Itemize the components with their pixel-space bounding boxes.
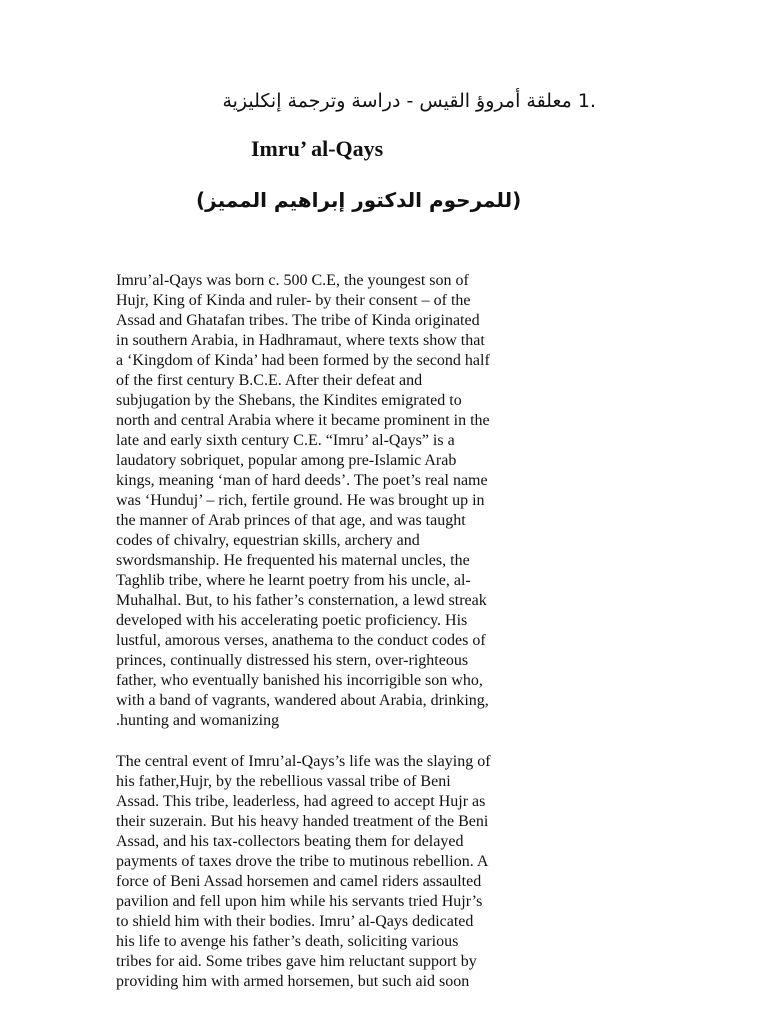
paragraph-line: The central event of Imru’al-Qays’s life was the slaying of (116, 753, 491, 770)
paragraph-1 (116, 271, 536, 731)
paragraph-line: swordsmanship. He frequented his maternal uncles, the (116, 552, 470, 569)
paragraph-line: Assad and Ghatafan tribes. The tribe of Kinda originated (116, 312, 480, 329)
paragraph-line: with a band of vagrants, wandered about Arabia, drinking, (116, 692, 489, 709)
paragraph-line: in southern Arabia, in Hadhramaut, where texts show that (116, 332, 485, 349)
paragraph-line: was ‘Hunduj’ – rich, fertile ground. He was brought up in (116, 492, 485, 509)
paragraph-line: the manner of Arab princes of that age, and was taught (116, 512, 466, 529)
paragraph-line: subjugation by the Shebans, the Kindites emigrated to (116, 392, 462, 409)
paragraph-line: late and early sixth century C.E. “Imru’ al-Qays” is a (116, 432, 455, 449)
paragraph-line: .hunting and womanizing (116, 712, 280, 729)
paragraph-line: to shield him with their bodies. Imru’ al-Qays dedicated (116, 913, 474, 930)
paragraph-line: lustful, amorous verses, anathema to the conduct codes of (116, 632, 486, 649)
paragraph-line: providing him with armed horsemen, but such aid soon (116, 973, 470, 990)
paragraph-line: of the first century B.C.E. After their defeat and (116, 372, 423, 389)
paragraph-line: Taghlib tribe, where he learnt poetry from his uncle, al- (116, 572, 471, 589)
arabic-heading: .1 معلقة أمروؤ القيس - دراسة وترجمة إنكليزية (222, 90, 596, 112)
paragraph-line: Hujr, King of Kinda and ruler- by their consent – of the (116, 292, 471, 309)
paragraph-line: Assad, and his tax-collectors beating them for delayed (116, 833, 464, 850)
page-title: Imru’ al-Qays (251, 136, 384, 161)
paragraph-line: their suzerain. But his heavy handed treatment of the Beni (116, 813, 489, 830)
paragraph-line: Muhalhal. But, to his father’s consternation, a lewd streak (116, 592, 487, 609)
paragraph-line: tribes for aid. Some tribes gave him reluctant support by (116, 953, 477, 970)
paragraph-line: his father,Hujr, by the rebellious vassal tribe of Beni (116, 773, 451, 790)
paragraph-line: father, who eventually banished his incorrigible son who, (116, 672, 483, 689)
paragraph-2 (116, 752, 536, 992)
paragraph-line: his life to avenge his father’s death, soliciting various (116, 933, 459, 950)
paragraph-line: pavilion and fell upon him while his servants tried Hujr’s (116, 893, 483, 910)
paragraph-line: force of Beni Assad horsemen and camel riders assaulted (116, 873, 482, 890)
paragraph-line: kings, meaning ‘man of hard deeds’. The poet’s real name (116, 472, 488, 489)
paragraph-line: codes of chivalry, equestrian skills, archery and (116, 532, 420, 549)
paragraph-line: north and central Arabia where it became prominent in the (116, 412, 490, 429)
paragraph-line: Imru’al-Qays was born c. 500 C.E, the youngest son of (116, 272, 469, 289)
paragraph-line: payments of taxes drove the tribe to mutinous rebellion. A (116, 853, 489, 870)
paragraph-line: laudatory sobriquet, popular among pre-Islamic Arab (116, 452, 457, 469)
paragraph-line: Assad. This tribe, leaderless, had agreed to accept Hujr as (116, 793, 486, 810)
paragraph-line: developed with his accelerating poetic proficiency. His (116, 612, 468, 629)
paragraph-line: a ‘Kingdom of Kinda’ had been formed by the second half (116, 352, 490, 369)
paragraph-line: princes, continually distressed his stern, over-righteous (116, 652, 469, 669)
arabic-subtitle: (للمرحوم الدكتور إبراهيم المميز) (196, 188, 522, 212)
